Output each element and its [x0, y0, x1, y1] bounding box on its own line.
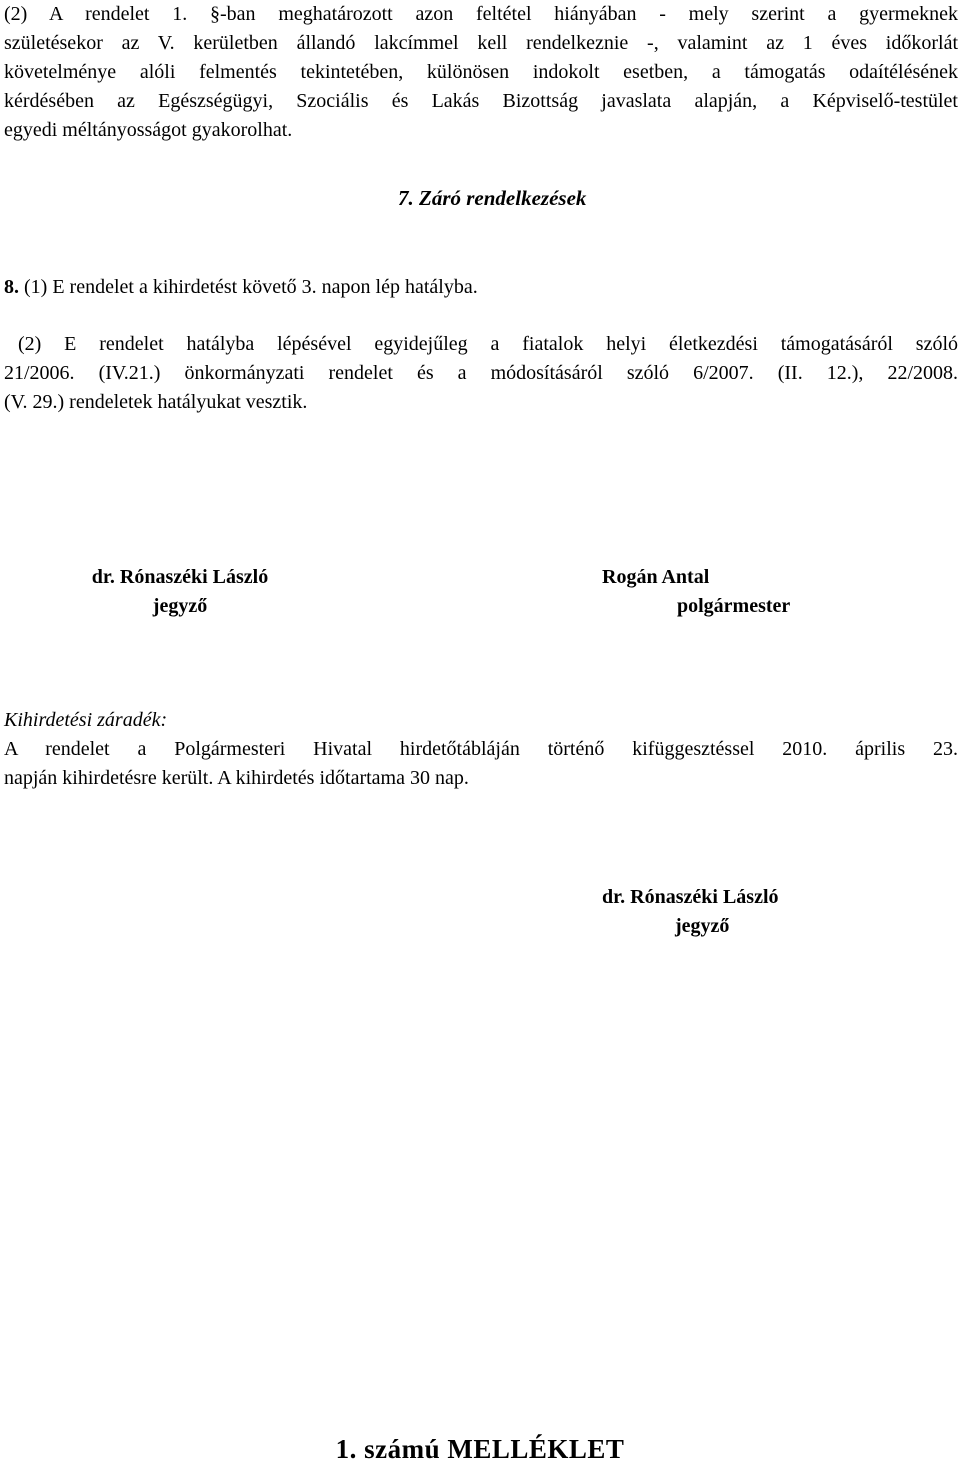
text-line: követelménye alóli felmentés tekintetében, különösen indokolt esetben, a támogatás odaítélésének [4, 61, 958, 83]
section-8-text: (1) E rendelet a kihirdetést követő 3. napon lép hatályba. [19, 276, 478, 298]
signatory-name: Rogán Antal [602, 566, 710, 588]
text-line: (2) A rendelet 1. §-ban meghatározott azon feltétel hiányában - mely szerint a gyermeknek [4, 3, 958, 25]
text-line: (V. 29.) rendeletek hatályukat vesztik. [4, 391, 308, 413]
text-line: napján kihirdetésre került. A kihirdetés időtartama 30 nap. [4, 767, 469, 789]
section-number: 8. [4, 276, 19, 298]
signatory-name: dr. Rónaszéki László [91, 566, 269, 588]
text-line: születésekor az V. kerületben állandó lakcímmel kell rendelkeznie -, valamint az 1 éves időkorlát [4, 32, 958, 54]
text-line: (2) E rendelet hatályba lépésével egyidejűleg a fiatalok helyi életkezdési támogatásáról szóló [18, 333, 958, 355]
section-8-paragraph-1 [4, 273, 478, 302]
section-heading-closing-provisions: 7. Záró rendelkezések [398, 186, 587, 210]
signature-mayor [590, 563, 875, 621]
annex-title: 1. számú MELLÉKLET [335, 1434, 625, 1464]
text-line: 21/2006. (IV.21.) önkormányzati rendelet és a módosításáról szóló 6/2007. (II. 12.), 22/2008. [4, 362, 958, 384]
signatory-title: polgármester [677, 595, 791, 617]
promulgation-text [4, 735, 958, 793]
text-line: A rendelet a Polgármesteri Hivatal hirdetőtábláján történő kifüggesztéssel 2010. április 23. [4, 738, 958, 760]
promulgation-clause-title: Kihirdetési záradék: [4, 709, 168, 731]
signatory-name: dr. Rónaszéki László [602, 886, 779, 908]
signature-notary [40, 563, 320, 621]
signatory-title: jegyző [675, 915, 730, 937]
text-line: egyedi méltányosságot gyakorolhat. [4, 119, 293, 141]
intro-paragraph [4, 0, 958, 145]
signatory-title: jegyző [152, 595, 208, 617]
text-line: kérdésében az Egészségügyi, Szociális és Lakás Bizottság javaslata alapján, a Képviselő-testület [4, 90, 958, 112]
section-8-paragraph-2 [4, 330, 958, 417]
signature-notary-final [570, 883, 860, 941]
